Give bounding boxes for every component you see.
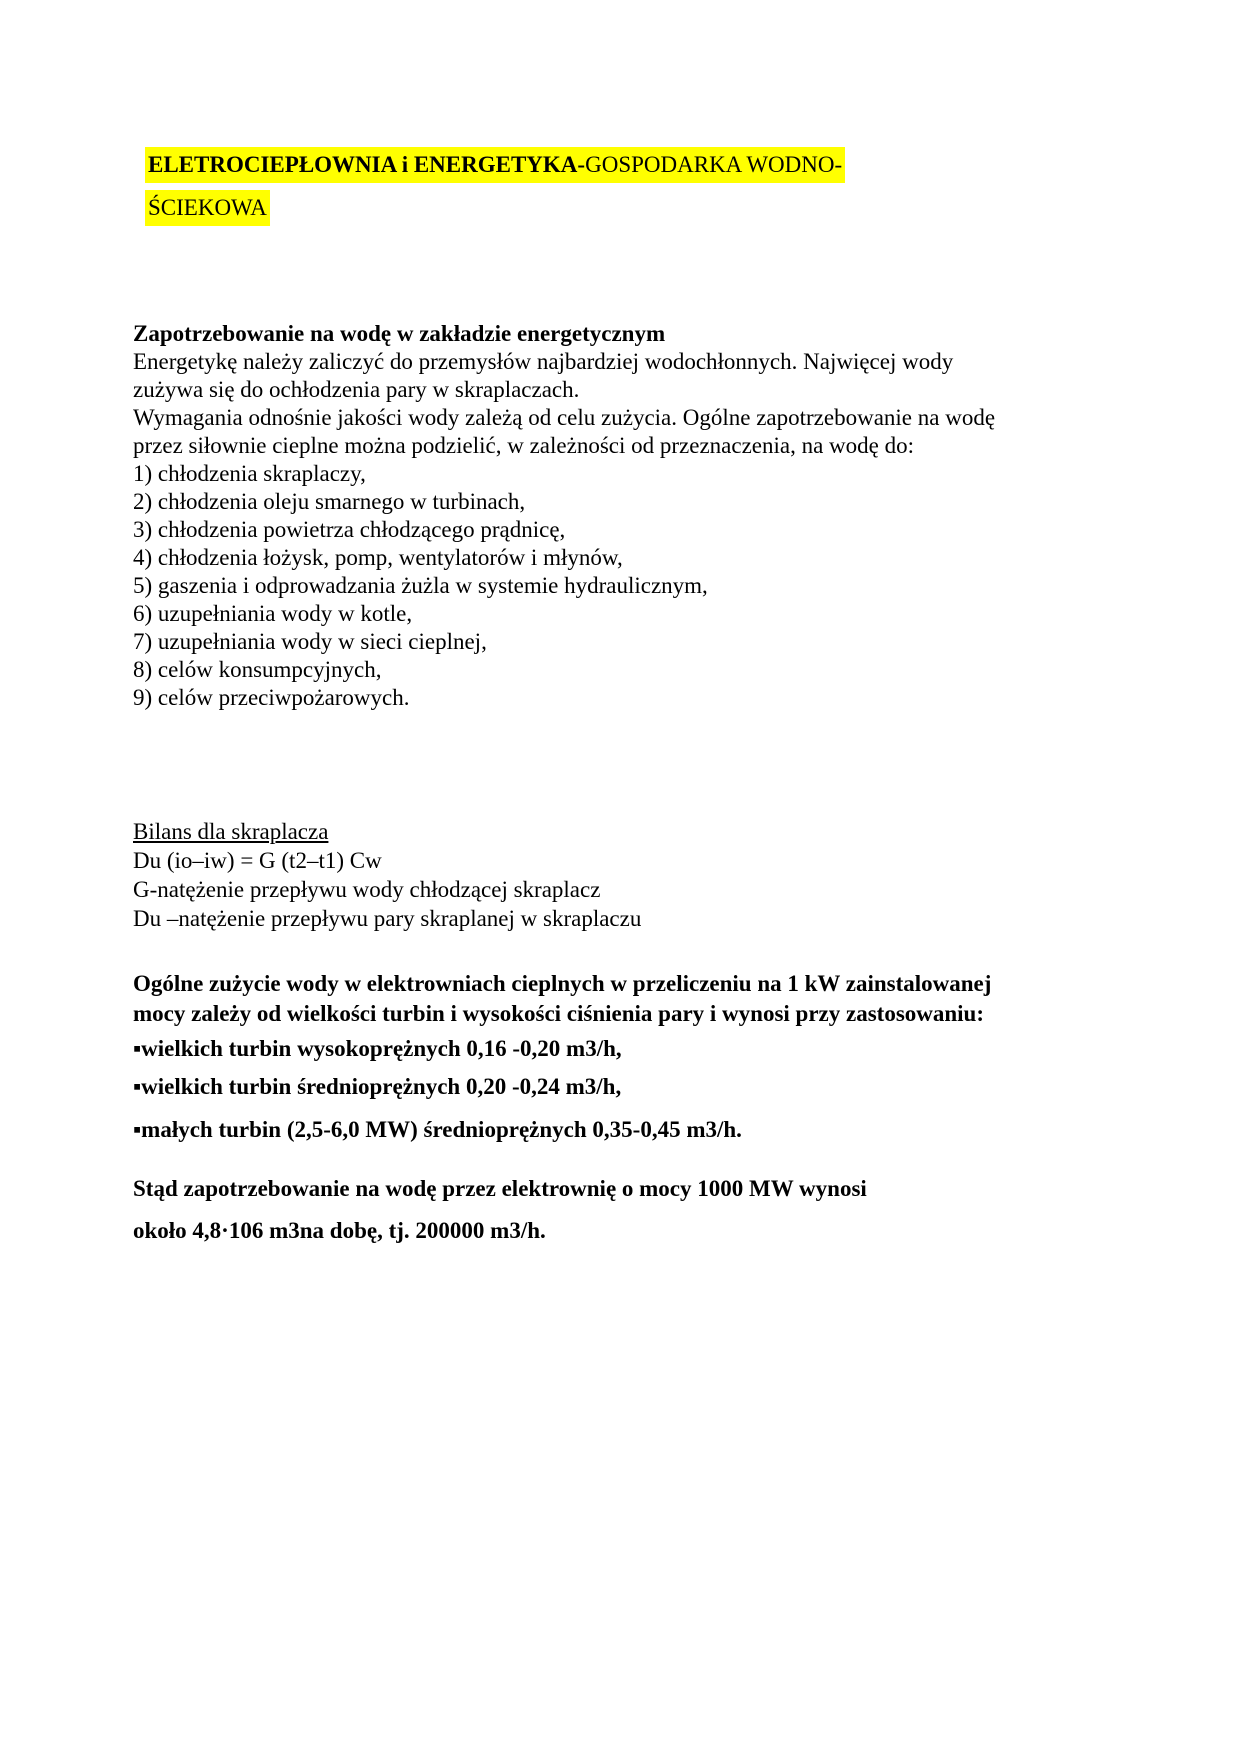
usage-bullet-item: ▪wielkich turbin średnioprężnych 0,20 -0,24 m3/h, [133,1074,622,1099]
numbered-list-item: 6) uzupełniania wody w kotle, [133,601,413,626]
paragraph-line: Energetykę należy zaliczyć do przemysłów najbardziej wodochłonnych. Najwięcej wody [133,349,954,374]
usage-bullet-item: ▪wielkich turbin wysokoprężnych 0,16 -0,20 m3/h, [133,1036,622,1061]
numbered-list-item: 2) chłodzenia oleju smarnego w turbinach, [133,489,526,514]
numbered-list-item: 7) uzupełniania wody w sieci cieplnej, [133,629,487,654]
title-highlight-1 [145,147,845,183]
title-bold-part: ELETROCIEPŁOWNIA i ENERGETYKA- [148,152,586,177]
paragraph-line: zużywa się do ochłodzenia pary w skraplaczach. [133,377,580,402]
section-condenser-balance [133,817,1185,933]
section-water-usage [133,969,1185,1246]
document-title [145,143,1185,229]
numbered-list-item: 9) celów przeciwpożarowych. [133,685,410,710]
paragraph-line: Wymagania odnośnie jakości wody zależą od celu zużycia. Ogólne zapotrzebowanie na wodę [133,405,996,430]
balance-heading: Bilans dla skraplacza [133,819,329,844]
numbered-list-item: 5) gaszenia i odprowadzania żużla w systemie hydraulicznym, [133,573,708,598]
section-water-demand [133,320,1185,712]
water-demand-heading: Zapotrzebowanie na wodę w zakładzie energetycznym [133,321,666,346]
usage-intro-line: mocy zależy od wielkości turbin i wysokości ciśnienia pary i wynosi przy zastosowaniu: [133,1001,985,1026]
usage-bullet-item: ▪małych turbin (2,5-6,0 MW) średnioprężnych 0,35-0,45 m3/h. [133,1117,742,1142]
title-regular-part: GOSPODARKA WODNO- [585,152,843,177]
paragraph-line: przez siłownie cieplne można podzielić, w zależności od przeznaczenia, na wodę do: [133,433,915,458]
title-line-1 [145,143,1185,186]
balance-formula: Du (io–iw) = G (t2–t1) Cw [133,848,382,873]
usage-intro-line: Ogólne zużycie wody w elektrowniach cieplnych w przeliczeniu na 1 kW zainstalowanej [133,971,992,996]
numbered-list-item: 4) chłodzenia łożysk, pomp, wentylatorów i młynów, [133,545,623,570]
balance-legend-line: G-natężenie przepływu wody chłodzącej skraplacz [133,877,601,902]
numbered-list-item: 1) chłodzenia skraplaczy, [133,461,366,486]
title-highlight-2: ŚCIEKOWA [145,190,270,226]
numbered-list-item: 8) celów konsumpcyjnych, [133,657,382,682]
usage-conclusion-line: Stąd zapotrzebowanie na wodę przez elektrownię o mocy 1000 MW wynosi [133,1176,867,1201]
title-line-2 [145,186,1185,229]
numbered-list-item: 3) chłodzenia powietrza chłodzącego prądnicę, [133,517,566,542]
usage-conclusion-line: około 4,8·106 m3na dobę, tj. 200000 m3/h. [133,1218,546,1243]
balance-legend-line: Du –natężenie przepływu pary skraplanej w skraplaczu [133,906,642,931]
